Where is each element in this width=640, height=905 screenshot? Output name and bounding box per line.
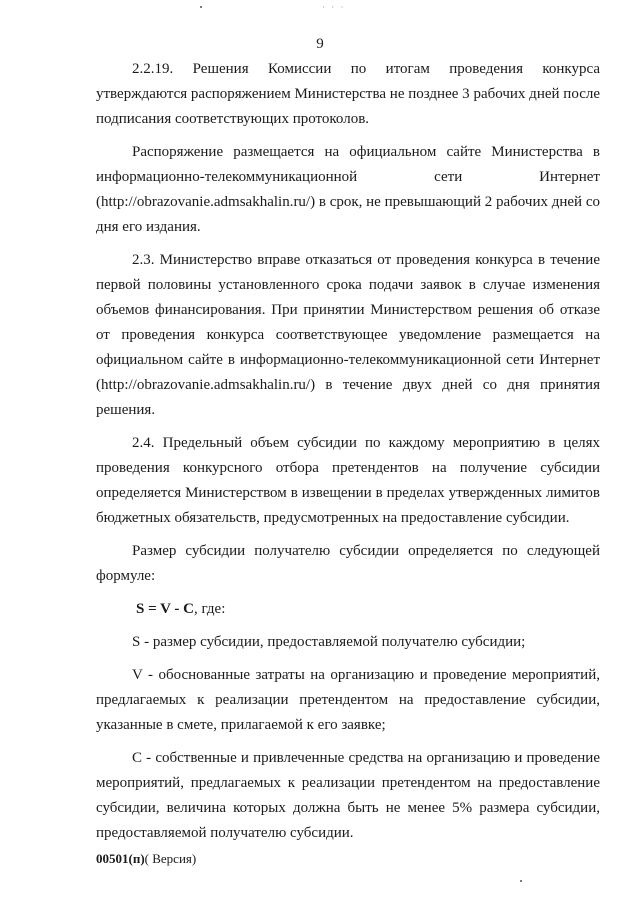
footer-version: ( Версия) [144,851,197,866]
scan-speck [200,6,202,8]
definition-c: С - собственные и привлеченные средства на организацию и проведение мероприятий, предлагаемых к реализации претендентом на предоставление субсидии, величина которых должна быть не менее 5% размера субсидии, предоставляемой получателю субсидии. [96,750,600,841]
scan-artifact: · · · [322,2,346,12]
scan-speck [520,880,522,882]
subsidy-formula [96,597,600,622]
paragraph-2-3: 2.3. Министерство вправе отказаться от проведения конкурса в течение первой половины установленного срока подачи заявок в случае изменения объемов финансирования. При принятии Министерством решения об отказе от проведения конкурса соответствующее уведомление размещается на официальном сайте в информационно-телекоммуникационной сети Интернет (http://obrazovanie.admsakhalin.ru/) в течение двух дней со дня принятия решения. [96,252,600,418]
paragraph-2-2-19: 2.2.19. Решения Комиссии по итогам проведения конкурса утверждаются распоряжением Министерства не позднее 3 рабочих дней после подписания соответствующих протоколов. [96,61,600,127]
paragraph-2-4: 2.4. Предельный объем субсидии по каждому мероприятию в целях проведения конкурсного отбора претендентов на получение субсидии определяется Министерством в извещении в пределах утвержденных лимитов бюджетных обязательств, предусмотренных на предоставление субсидии. [96,435,600,526]
paragraph-order-publication: Распоряжение размещается на официальном сайте Министерства в информационно-телекоммуникационной сети Интернет (http://obrazovanie.admsakhalin.ru/) в срок, не превышающий 2 рабочих дней со дня его издания. [96,144,600,235]
definition-v: V - обоснованные затраты на организацию и проведение мероприятий, предлагаемых к реализации претендентом на предоставление субсидии, указанные в смете, прилагаемой к его заявке; [96,667,600,733]
formula-expression: S = V - C [136,601,195,617]
definition-s: S - размер субсидии, предоставляемой получателю субсидии; [132,634,526,650]
footer-code: 00501(п) [96,851,145,866]
paragraph-formula-intro: Размер субсидии получателю субсидии определяется по следующей формуле: [96,543,600,584]
formula-suffix: , где: [194,601,226,617]
document-body [96,57,600,846]
document-footer [96,851,196,867]
page-number: 9 [316,36,324,52]
